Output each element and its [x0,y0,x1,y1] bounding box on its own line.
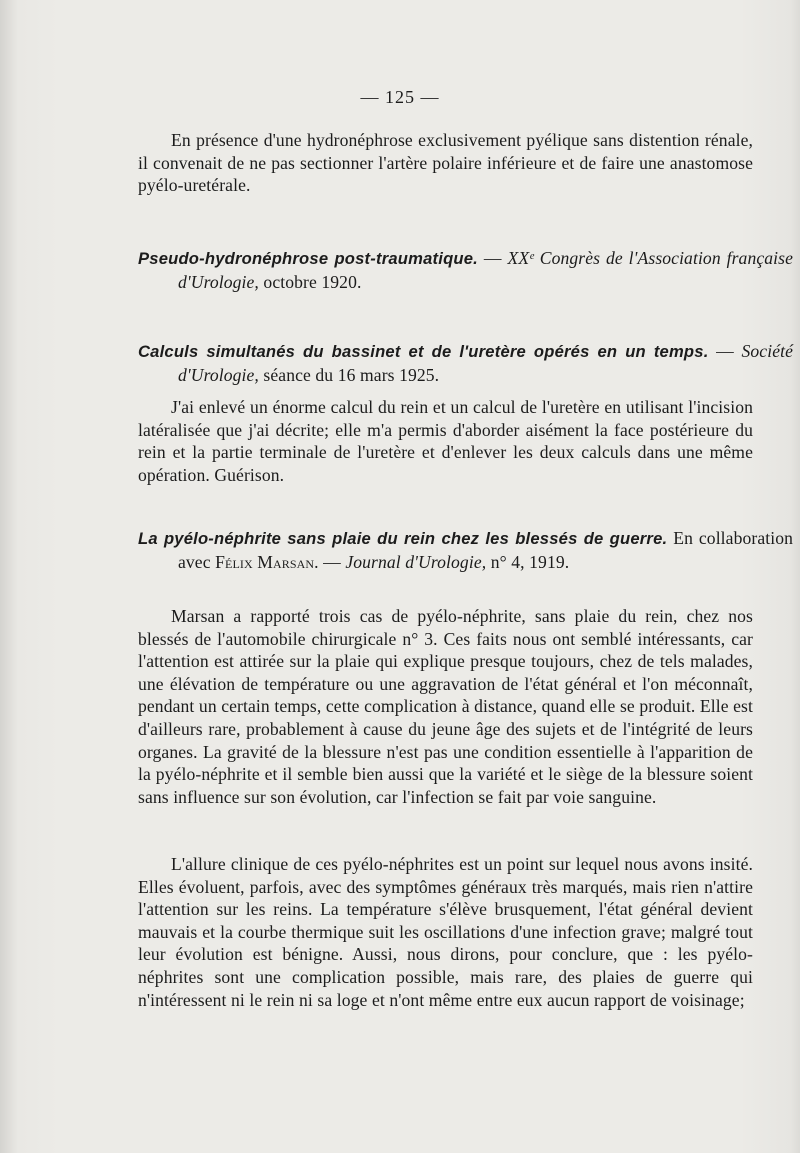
entry-dash: . — [314,551,346,572]
page-number: — 125 — [360,87,440,107]
entry-date: séance du 16 mars 1925. [258,364,440,385]
entry-title: La pyélo-néphrite sans plaie du rein chez les blessés de guerre. [138,529,668,548]
entry-title: Pseudo-hydronéphrose post-traumatique. [138,249,478,268]
entry-pyelo-body-paragraph-2: L'allure clinique de ces pyélo-néphrites est un point sur lequel nous avons insité. Elles évoluent, parfois, avec des symptômes généraux très marqués, mais rien n'attire l'attention sur les reins. La température s'élève brusquement, l'état général devient mauvais et la courbe thermique suit les oscillations d'une infection grave; malgré tout leur évolution est bénigne. Aussi, nous dirons, pour conclure, que : les pyélo-néphrites sont une complication possible, mais rare, des plaies de guerre qui n'intéressent ni le rein ni sa loge et n'ont même entre eux aucun rapport de voisinage; [138,854,753,1010]
entry-title: Calculs simultanés du bassinet et de l'uretère opérés en un temps. [138,342,709,361]
intro-paragraph: En présence d'une hydronéphrose exclusivement pyélique sans distention rénale, il convenait de ne pas sectionner l'artère polaire inférieure et de faire une anastomose pyélo-uretérale. [138,130,753,196]
entry-collab-prefix: En collaboration avec [178,528,794,572]
entry-dash: — [477,248,508,268]
entry-source: XXᵉ Congrès de l'Association française d'Urologie, [178,248,793,292]
entry-date: octobre 1920. [258,271,362,292]
entry-pyelo-body-paragraph-1: Marsan a rapporté trois cas de pyélo-néphrite, sans plaie du rein, chez nos blessés de l'automobile chirurgicale n° 3. Ces faits nous ont semblé intéressants, car l'attention est attirée sur la plaie qui explique presque toujours, chez de tels malades, une élévation de température ou une aggravation de l'état général et l'on méconnaît, pendant un certain temps, cette complication à distance, quand elle se produit. Elle est d'ailleurs rare, probablement à cause du jeune âge des sujets et de l'intégrité de leurs organes. La gravité de la blessure n'est pas une condition essentielle à l'apparition de la pyélo-néphrite et il semble bien aussi que la variété et le siège de la blessure soient sans influence sur son évolution, car l'infection se fait par voie sanguine. [138,606,753,807]
entry-calculs-body: J'ai enlevé un énorme calcul du rein et un calcul de l'uretère en utilisant l'incision latéralisée que j'ai décrite; elle m'a permis d'aborder aisément la face postérieure du rein et la partie terminale de l'uretère et d'enlever les deux calculs dans une même opération. Guérison. [138,397,753,485]
entry-pseudo-hydronephrose [138,247,793,293]
entry-calculs-simultanes [138,340,793,386]
entry-dash: — [716,341,742,361]
entry-source: Journal d'Urologie, [345,551,487,572]
entry-collab-name: Félix Marsan [215,551,315,572]
entry-date: n° 4, 1919. [486,551,570,572]
entry-pyelo-nephrite [138,527,793,573]
entry-source: Société d'Urologie, [178,341,793,385]
